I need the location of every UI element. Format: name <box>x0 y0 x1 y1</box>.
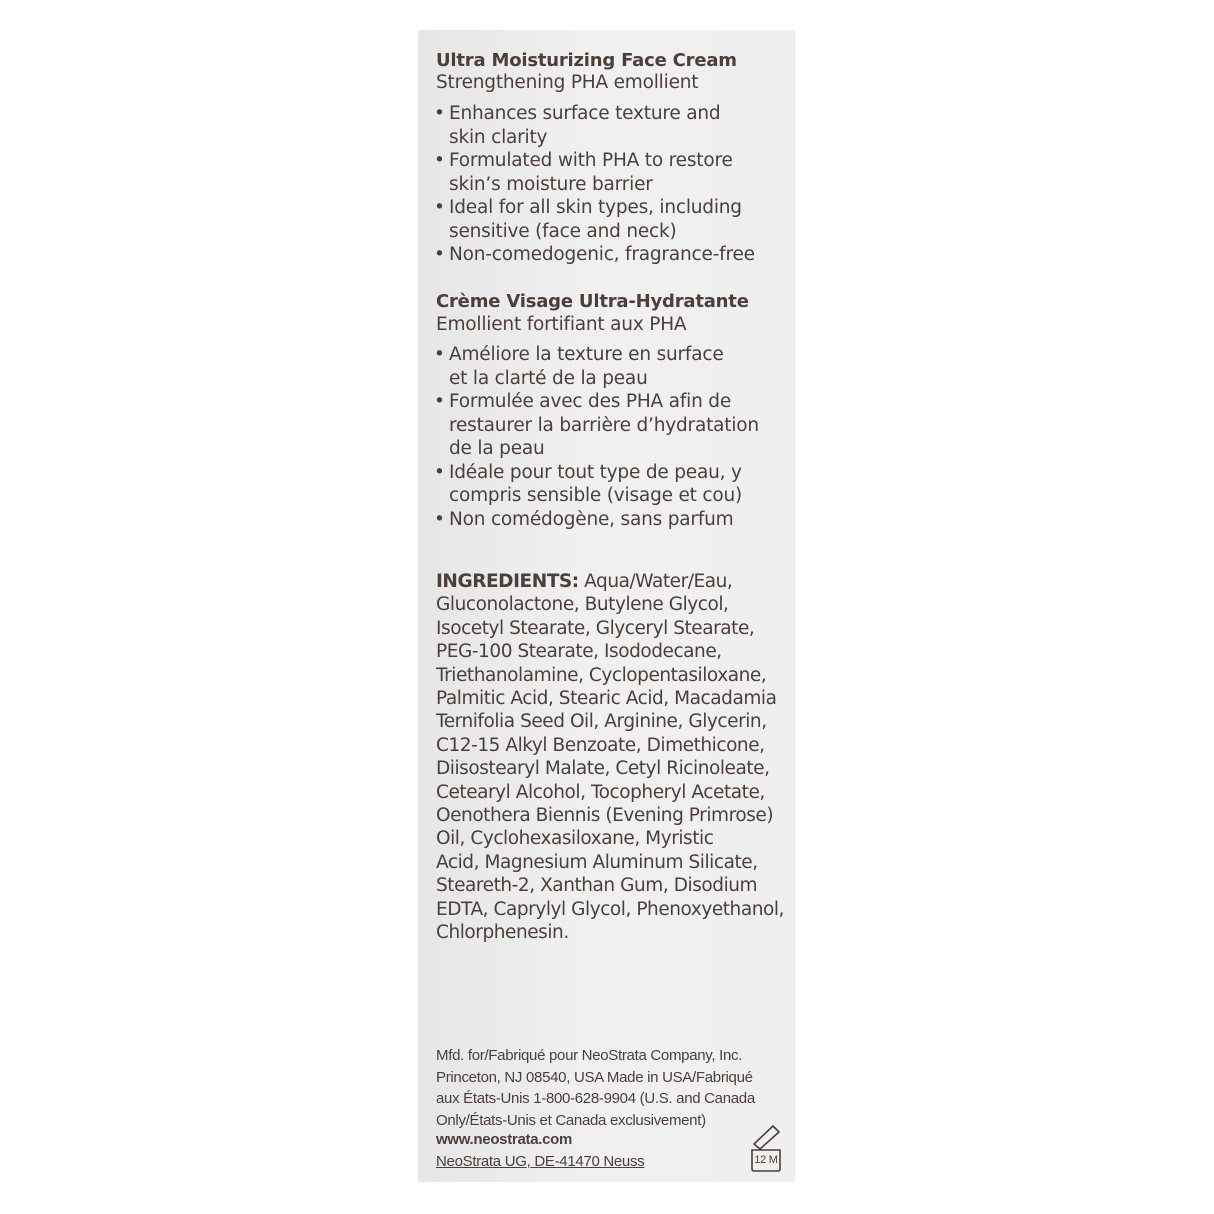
english-product-subtitle: Strengthening PHA emollient <box>436 72 699 93</box>
french-benefit-item: • Formulée avec des PHA afin de restaurer la barrière d’hydratation de la peau <box>434 390 759 461</box>
english-benefit-item: • Non-comedogenic, fragrance-free <box>434 243 755 267</box>
english-product-title: Ultra Moisturizing Face Cream <box>436 50 737 71</box>
website-link: www.neostrata.com <box>436 1131 573 1148</box>
ingredients-label: INGREDIENTS: <box>436 571 579 592</box>
english-benefit-item: • Enhances surface texture and skin clarity <box>434 102 755 149</box>
eu-address: NeoStrata UG, DE-41470 Neuss <box>436 1153 645 1170</box>
ingredients-list: Aqua/Water/Eau, Gluconolactone, Butylene Glycol, Isocetyl Stearate, Glyceryl Stearate, PEG-100 Stearate, Isododecane, Triethanolamine, Cyclopentasiloxane, Palmitic Acid, Stearic Acid, Macadamia Ternifolia Seed Oil, Arginine, Glycerin, C12-15 Alkyl Benzoate, Dimethicone, Diisostearyl Malate, Cetyl Ricinoleate, Cetearyl Alcohol, Tocopheryl Acetate, Oenothera Biennis (Evening Primrose) Oil, Cyclohexasiloxane, Myristic Acid, Magnesium Aluminum Silicate, Steareth-2, Xanthan Gum, Disodium EDTA, Caprylyl Glycol, Phenoxyethanol, Chlorphenesin. <box>436 571 784 944</box>
french-benefit-item: • Non comédogène, sans parfum <box>434 508 759 532</box>
english-benefit-item: • Formulated with PHA to restore skin’s moisture barrier <box>434 149 755 196</box>
french-benefit-item: • Améliore la texture en surface et la clarté de la peau <box>434 343 759 390</box>
english-benefits-list <box>434 102 755 267</box>
manufacturer-info: Mfd. for/Fabriqué pour NeoStrata Company, Inc. Princeton, NJ 08540, USA Made in USA/Fabriqué aux États-Unis 1-800-628-9904 (U.S. and Canada Only/États-Unis et Canada exclusivement) <box>436 1047 755 1129</box>
english-benefit-item: • Ideal for all skin types, including sensitive (face and neck) <box>434 196 755 243</box>
french-benefits-list <box>434 343 759 531</box>
pao-label: 12 M <box>754 1154 778 1166</box>
open-jar-icon <box>748 1122 784 1172</box>
french-product-title: Crème Visage Ultra-Hydratante <box>436 291 749 312</box>
ingredients-block <box>436 570 796 945</box>
french-benefit-item: • Idéale pour tout type de peau, y compris sensible (visage et cou) <box>434 461 759 508</box>
french-product-subtitle: Emollient fortifiant aux PHA <box>436 314 687 335</box>
